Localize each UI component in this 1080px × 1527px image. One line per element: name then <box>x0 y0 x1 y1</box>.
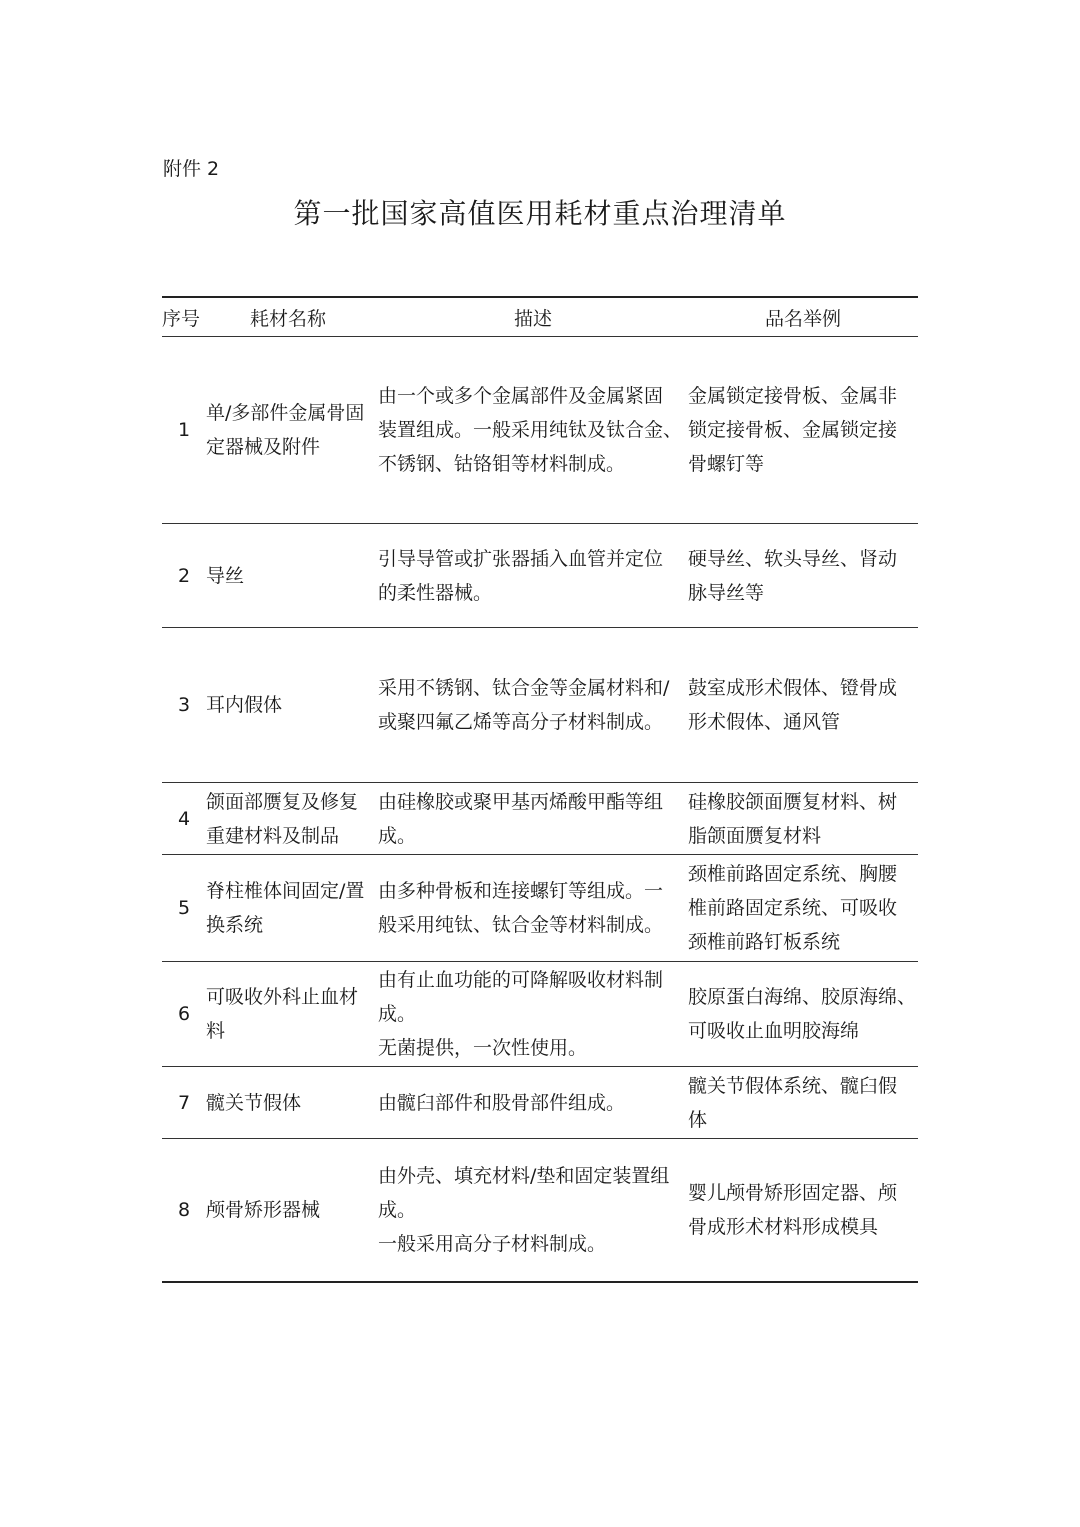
annex-label: 附件 2 <box>163 158 220 180</box>
row-no: 1 <box>177 419 191 441</box>
row-no: 8 <box>177 1199 191 1221</box>
row-desc-line: 成。 <box>378 824 417 847</box>
row-desc <box>378 1159 688 1261</box>
row-desc-line: 装置组成。一般采用纯钛及钛合金、 <box>378 419 683 441</box>
row-desc-line: 由外壳、填充材料/垫和固定装置组 <box>378 1165 670 1187</box>
table-row <box>162 524 918 628</box>
row-desc-line: 由有止血功能的可降解吸收材料制 <box>378 969 664 991</box>
row-no: 6 <box>177 1003 191 1025</box>
header-desc: 描述 <box>513 307 552 330</box>
row-example-line: 金属锁定接骨板、金属非 <box>688 385 898 407</box>
row-desc-line: 一般采用高分子材料制成。 <box>378 1233 607 1255</box>
row-name-line: 重建材料及制品 <box>206 824 340 847</box>
row-example-line: 锁定接骨板、金属锁定接 <box>688 419 898 441</box>
header-no: 序号 <box>162 307 201 330</box>
row-example-line: 髋关节假体系统、髋臼假 <box>688 1074 898 1097</box>
row-name-line: 料 <box>206 1020 226 1042</box>
row-name <box>206 980 378 1048</box>
row-no: 3 <box>177 694 191 716</box>
row-example <box>688 1176 918 1244</box>
table-body <box>162 337 918 1283</box>
row-desc <box>378 379 688 481</box>
row-desc <box>378 1086 688 1120</box>
row-name-line: 单/多部件金属骨固 <box>206 402 365 424</box>
page-title: 第一批国家高值医用耗材重点治理清单 <box>293 197 787 230</box>
row-example <box>688 857 918 959</box>
row-name-line: 导丝 <box>206 564 245 587</box>
row-desc-line: 不锈钢、钴铬钼等材料制成。 <box>378 453 626 475</box>
row-name-line: 耳内假体 <box>206 694 283 716</box>
consumables-table <box>162 296 918 1283</box>
row-name-line: 可吸收外科止血材 <box>206 986 359 1008</box>
header-name: 耗材名称 <box>250 307 327 330</box>
row-name <box>206 688 378 722</box>
table-row <box>162 783 918 855</box>
row-example-line: 骨成形术材料形成模具 <box>688 1216 879 1238</box>
row-example-line: 硬导丝、软头导丝、肾动 <box>688 547 898 570</box>
table-row <box>162 962 918 1067</box>
row-example <box>688 542 918 610</box>
row-desc-line: 采用不锈钢、钛合金等金属材料和/ <box>378 677 670 699</box>
row-desc-line: 引导导管或扩张器插入血管并定位 <box>378 547 664 570</box>
row-name-line: 定器械及附件 <box>206 436 321 458</box>
row-example-line: 颈椎前路固定系统、胸腰 <box>688 863 898 885</box>
row-desc-line: 由硅橡胶或聚甲基丙烯酸甲酯等组 <box>378 790 664 813</box>
row-name <box>206 559 378 593</box>
row-example-line: 硅橡胶颌面赝复材料、树 <box>688 790 898 813</box>
row-example-line: 脂颌面赝复材料 <box>688 824 822 847</box>
row-example-line: 椎前路固定系统、可吸收 <box>688 897 898 919</box>
row-name-line: 髋关节假体 <box>206 1091 302 1114</box>
table-row <box>162 337 918 524</box>
row-desc <box>378 542 688 610</box>
row-example-line: 可吸收止血明胶海绵 <box>688 1020 860 1042</box>
table-header-row <box>162 298 918 337</box>
row-name <box>206 785 378 853</box>
row-desc-line: 无菌提供，一次性使用。 <box>378 1037 588 1059</box>
row-name <box>206 1086 378 1120</box>
row-desc-line: 的柔性器械。 <box>378 581 493 604</box>
row-no: 7 <box>177 1091 191 1114</box>
row-example <box>688 671 918 739</box>
row-example-line: 颈椎前路钉板系统 <box>688 931 841 953</box>
row-example-line: 胶原蛋白海绵、胶原海绵、 <box>688 986 917 1008</box>
row-no: 4 <box>177 807 191 830</box>
row-desc-line: 由多种骨板和连接螺钉等组成。一 <box>378 880 664 902</box>
row-name-line: 颌面部赝复及修复 <box>206 790 359 813</box>
row-no: 5 <box>177 897 191 919</box>
row-desc <box>378 785 688 853</box>
row-desc <box>378 963 688 1065</box>
row-name-line: 脊柱椎体间固定/置 <box>206 880 365 902</box>
row-name <box>206 396 378 464</box>
row-example <box>688 1069 918 1137</box>
row-example-line: 鼓室成形术假体、镫骨成 <box>688 677 898 699</box>
row-desc-line: 由一个或多个金属部件及金属紧固 <box>378 385 664 407</box>
table-row <box>162 855 918 962</box>
row-example-line: 婴儿颅骨矫形固定器、颅 <box>688 1182 898 1204</box>
row-name <box>206 1193 378 1227</box>
row-no: 2 <box>177 564 191 587</box>
row-desc-line: 成。 <box>378 1199 417 1221</box>
row-example <box>688 980 918 1048</box>
table-row <box>162 1139 918 1283</box>
header-example: 品名举例 <box>764 307 841 330</box>
row-desc-line: 成。 <box>378 1003 417 1025</box>
row-example-line: 骨螺钉等 <box>688 453 765 475</box>
row-name-line: 颅骨矫形器械 <box>206 1199 321 1221</box>
row-desc <box>378 874 688 942</box>
row-name <box>206 874 378 942</box>
row-name-line: 换系统 <box>206 914 264 936</box>
row-example-line: 脉导丝等 <box>688 581 765 604</box>
row-desc-line: 由髋臼部件和股骨部件组成。 <box>378 1091 626 1114</box>
row-desc <box>378 671 688 739</box>
row-example-line: 形术假体、通风管 <box>688 711 841 733</box>
table-row <box>162 1067 918 1139</box>
row-desc-line: 般采用纯钛、钛合金等材料制成。 <box>378 914 664 936</box>
row-example <box>688 379 918 481</box>
table-row <box>162 628 918 783</box>
row-desc-line: 或聚四氟乙烯等高分子材料制成。 <box>378 711 664 733</box>
row-example-line: 体 <box>688 1108 708 1131</box>
row-example <box>688 785 918 853</box>
